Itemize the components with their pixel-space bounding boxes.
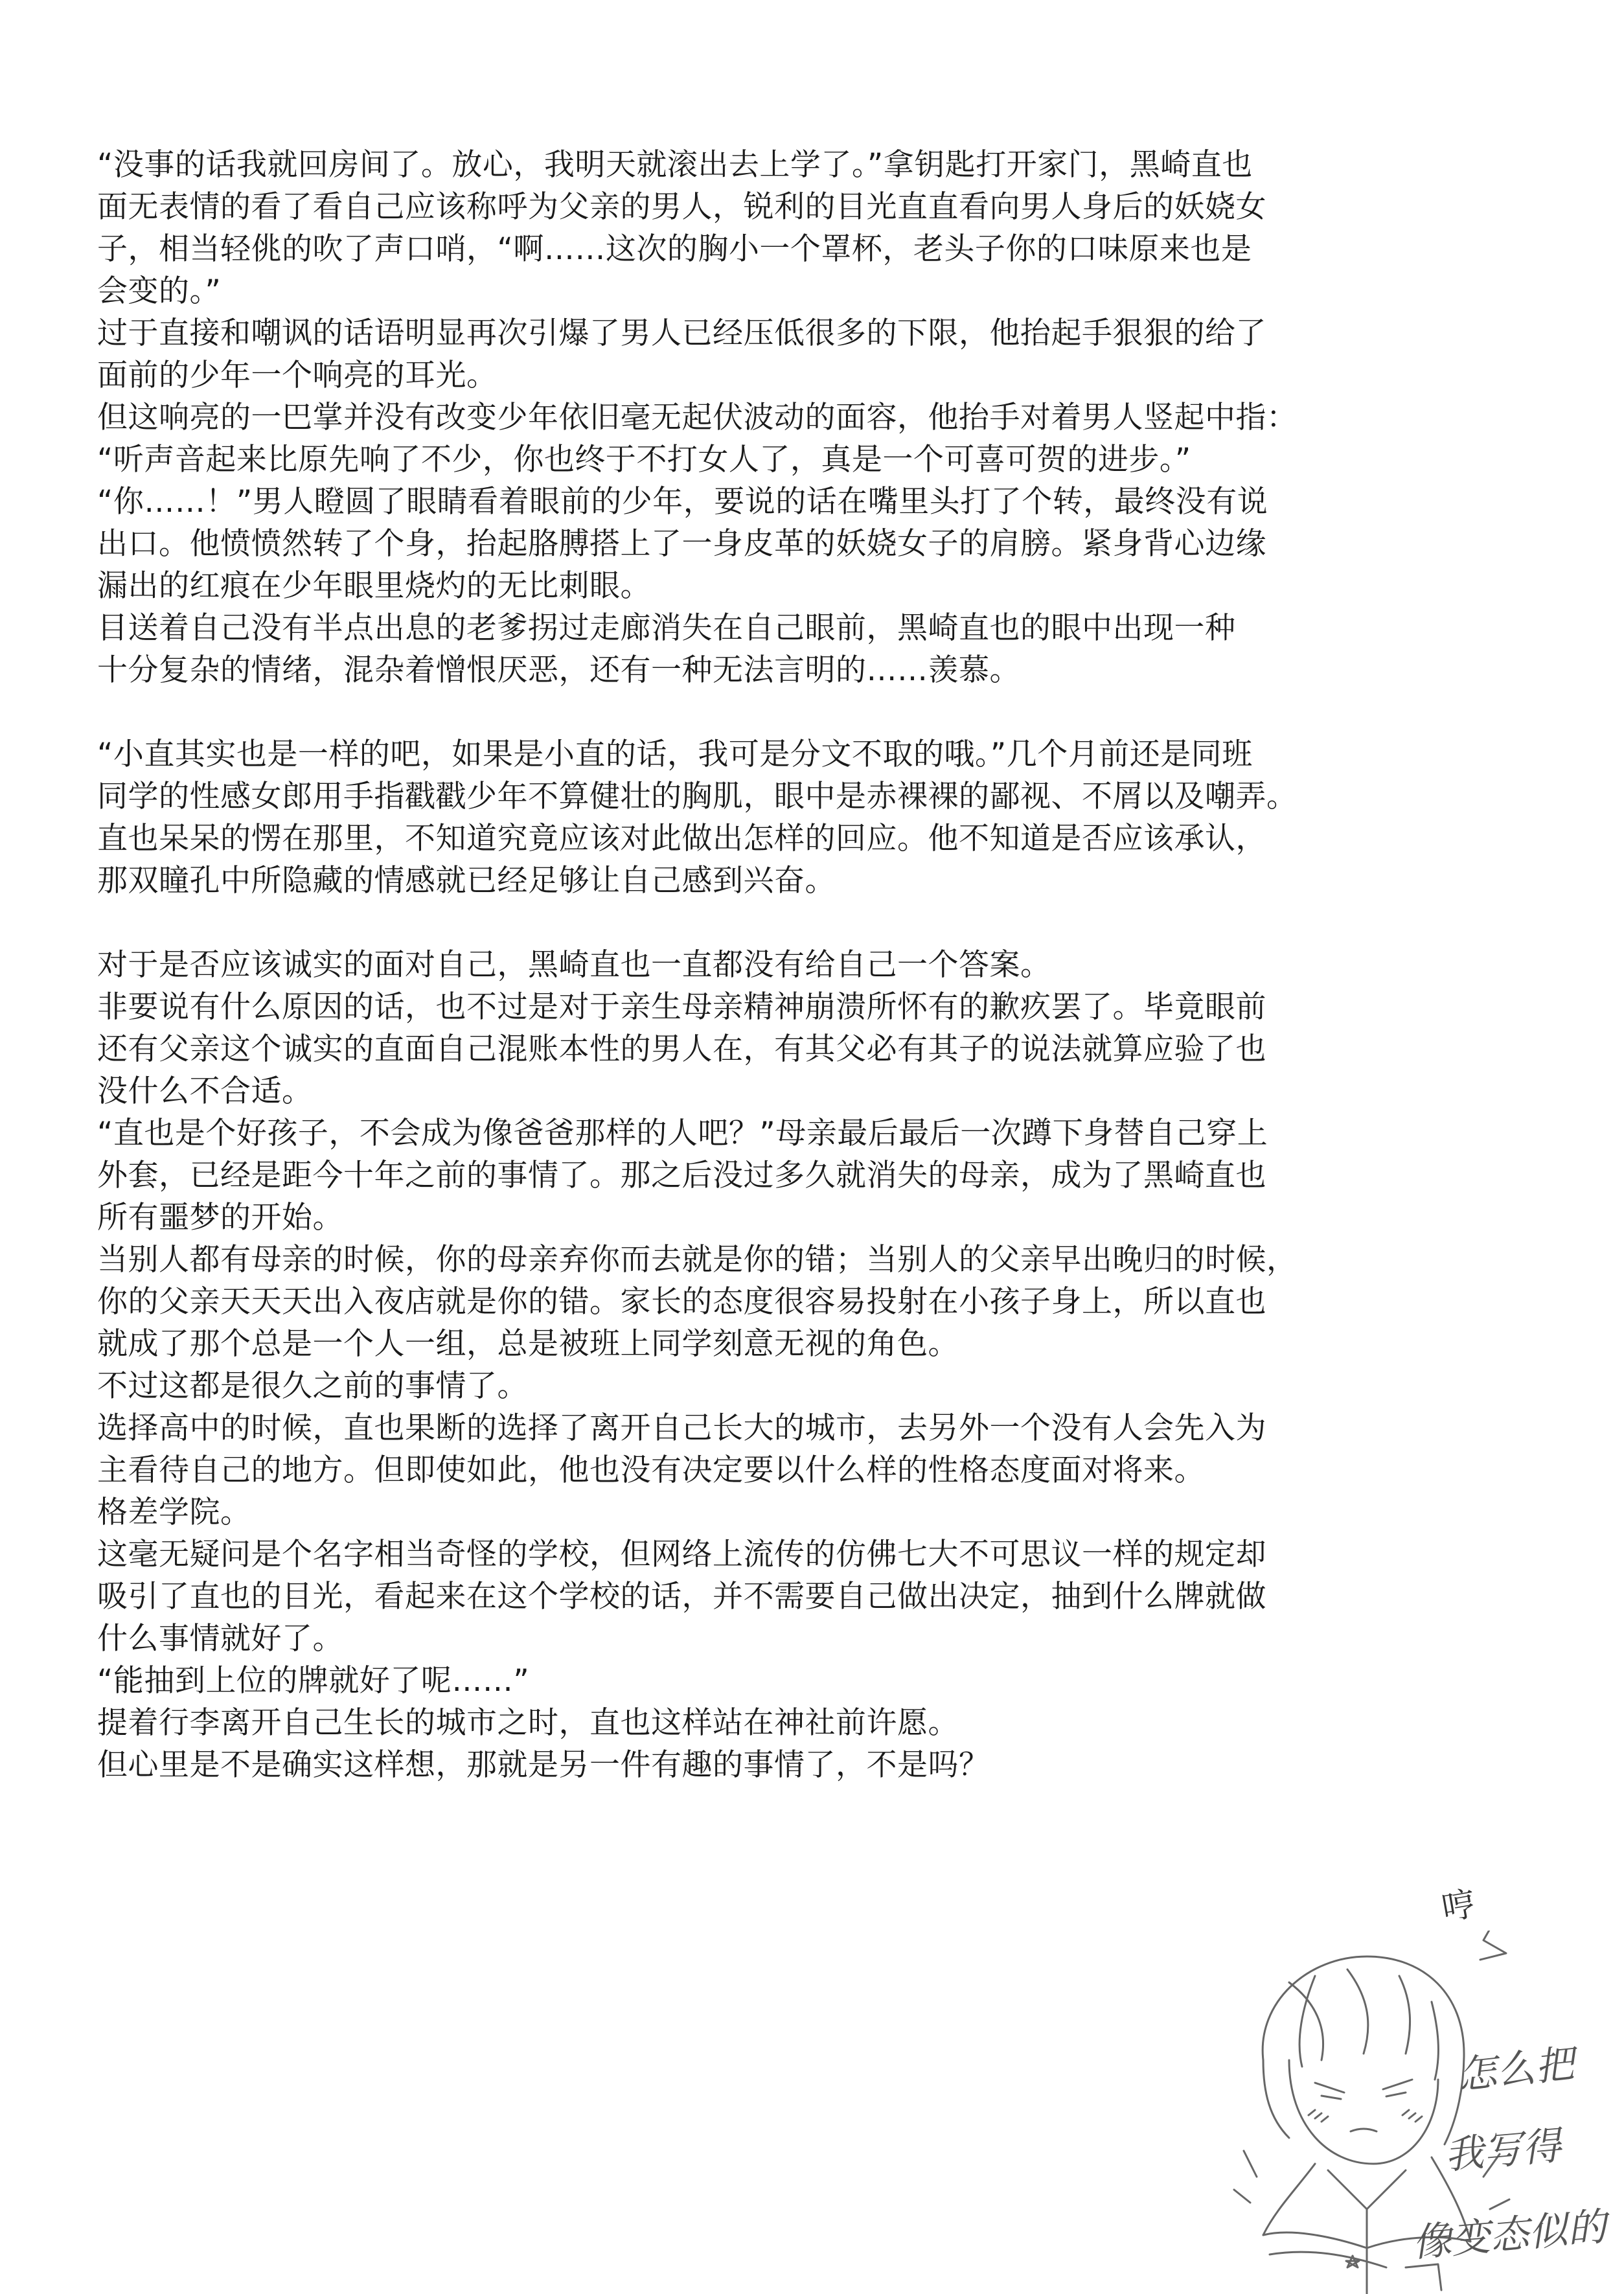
text-line: 没什么不合适。	[97, 1073, 313, 1109]
text-line: 面无表情的看了看自己应该称呼为父亲的男人，锐利的目光直直看向男人身后的妖娆女	[97, 189, 1266, 225]
paragraph-gap	[97, 902, 1522, 944]
text-line: “小直其实也是一样的吧，如果是小直的话，我可是分文不取的哦。”几个月前还是同班	[97, 737, 1253, 772]
text-line: 吸引了直也的目光，看起来在这个学校的话，并不需要自己做出决定，抽到什么牌就做	[97, 1579, 1266, 1614]
text-line: 但这响亮的一巴掌并没有改变少年依旧毫无起伏波动的面容，他抬手对着男人竖起中指：	[97, 400, 1298, 435]
text-line: 所有噩梦的开始。	[97, 1200, 343, 1235]
text-line: 同学的性感女郎用手指戳戳少年不算健壮的胸肌，眼中是赤裸裸的鄙视、不屑以及嘲弄。	[97, 779, 1298, 814]
text-line: 主看待自己的地方。但即使如此，他也没有决定要以什么样的性格态度面对将来。	[97, 1452, 1205, 1488]
text-line: 选择高中的时候，直也果断的选择了离开自己长大的城市，去另外一个没有人会先入为	[97, 1410, 1266, 1446]
story-text	[97, 144, 1522, 1786]
text-line: “直也是个好孩子，不会成为像爸爸那样的人吧？”母亲最后最后一次蹲下身替自己穿上	[97, 1116, 1268, 1151]
text-line: “没事的话我就回房间了。放心，我明天就滚出去上学了。”拿钥匙打开家门，黑崎直也	[97, 147, 1253, 183]
text-line: 子，相当轻佻的吹了声口哨，“啊……这次的胸小一个罩杯，老头子你的口味原来也是	[97, 231, 1252, 267]
text-line: 还有父亲这个诚实的直面自己混账本性的男人在，有其父必有其子的说法就算应验了也	[97, 1031, 1266, 1067]
text-line: 非要说有什么原因的话，也不过是对于亲生母亲精神崩溃所怀有的歉疚罢了。毕竟眼前	[97, 989, 1266, 1025]
text-line: 你的父亲天天天出入夜店就是你的错。家长的态度很容易投射在小孩子身上，所以直也	[97, 1284, 1266, 1320]
handwriting-text: 像变态似的	[1410, 2204, 1608, 2266]
text-line: 就成了那个总是一个人一组，总是被班上同学刻意无视的角色。	[97, 1326, 959, 1362]
text-line: 目送着自己没有半点出息的老爹拐过走廊消失在自己眼前，黑崎直也的眼中出现一种	[97, 610, 1236, 646]
text-line: 过于直接和嘲讽的话语明显再次引爆了男人已经压低很多的下限，他抬起手狠狠的给了	[97, 315, 1266, 351]
text-line: “能抽到上位的牌就好了呢……”	[97, 1663, 530, 1699]
text-line: 提着行李离开自己生长的城市之时，直也这样站在神社前许愿。	[97, 1705, 959, 1741]
text-line: 但心里是不是确实这样想，那就是另一件有趣的事情了，不是吗？	[97, 1747, 990, 1783]
handwriting-line	[1443, 2123, 1563, 2179]
handwriting-line	[1455, 2041, 1577, 2099]
text-line: 外套，已经是距今十年之前的事情了。那之后没过多久就消失的母亲，成为了黑崎直也	[97, 1158, 1266, 1193]
text-line: “听声音起来比原先响了不少，你也终于不打女人了，真是一个可喜可贺的进步。”	[97, 442, 1191, 477]
text-line: 直也呆呆的愣在那里，不知道究竟应该对此做出怎样的回应。他不知道是否应该承认，	[97, 821, 1266, 856]
text-line: 当别人都有母亲的时候，你的母亲弃你而去就是你的错；当别人的父亲早出晚归的时候，	[97, 1242, 1298, 1278]
hmph-speech-bubble	[1437, 1876, 1479, 1930]
handwriting-text: 怎么把	[1455, 2041, 1577, 2099]
text-line: 出口。他愤愤然转了个身，抬起胳膊搭上了一身皮革的妖娆女子的肩膀。紧身背心边缘	[97, 526, 1266, 562]
handwriting-text: 我写得	[1443, 2123, 1563, 2179]
text-line: 会变的。”	[97, 273, 222, 309]
paragraph-gap	[97, 691, 1522, 733]
text-line: 对于是否应该诚实的面对自己，黑崎直也一直都没有给自己一个答案。	[97, 947, 1051, 983]
hmph-text: 哼	[1439, 1884, 1479, 1929]
text-line: 漏出的红痕在少年眼里烧灼的无比刺眼。	[97, 568, 651, 604]
text-line: 那双瞳孔中所隐藏的情感就已经足够让自己感到兴奋。	[97, 863, 836, 899]
text-line: 什么事情就好了。	[97, 1621, 343, 1657]
text-line: 格差学院。	[97, 1495, 251, 1530]
text-line: 面前的少年一个响亮的耳光。	[97, 358, 497, 393]
text-line: 不过这都是很久之前的事情了。	[97, 1368, 528, 1404]
text-line: 这毫无疑问是个名字相当奇怪的学校，但网络上流传的仿佛七大不可思议一样的规定却	[97, 1537, 1266, 1572]
text-line: “你……！”男人瞪圆了眼睛看着眼前的少年，要说的话在嘴里头打了个转，最终没有说	[97, 484, 1268, 520]
text-line: 十分复杂的情绪，混杂着憎恨厌恶，还有一种无法言明的……羡慕。	[97, 652, 1020, 688]
